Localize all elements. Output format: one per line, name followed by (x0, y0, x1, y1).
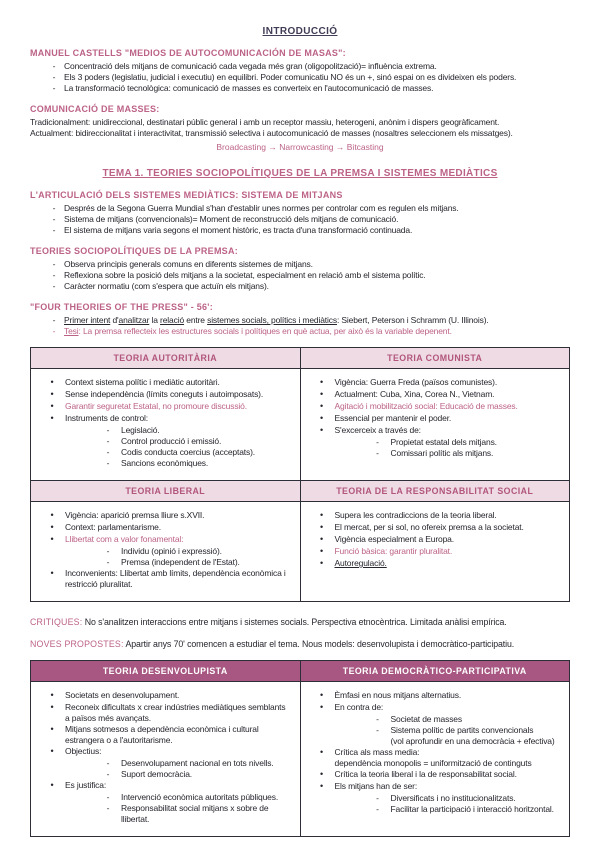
list-item (30, 203, 570, 214)
list-item: • Llibertat com a valor fonamental: (39, 534, 292, 546)
list-item: • Garantir seguretat Estatal, no promoure discussió. (39, 401, 292, 413)
bullet-marker (39, 690, 65, 702)
bullet-marker (39, 401, 65, 413)
bullet-marker (39, 389, 65, 401)
list-item: • En contra de: (309, 702, 562, 714)
list-item: • Supera les contradiccions de la teoria liberal. (309, 510, 562, 522)
bullet-marker (309, 401, 335, 413)
list-item: • Essencial per mantenir el poder. (309, 413, 562, 425)
list-item: • Èmfasi en nous mitjans alternatius. (309, 690, 562, 702)
sub-list-item: - Societat de masses (365, 714, 562, 725)
list-item (30, 83, 570, 94)
bullet-marker (309, 747, 335, 769)
broadcasting-flow-line: Broadcasting → Narrowcasting → Bitcasting (216, 142, 384, 152)
list-item-text: La transformació tecnològica: comunicació de masses es converteix en l'autocomunicació de masses. (64, 83, 434, 93)
list-item (30, 259, 570, 270)
critiques-label: CRITIQUES: (30, 617, 83, 627)
bullet-marker (39, 522, 65, 534)
cell-comunista (300, 369, 570, 481)
dash-marker (95, 792, 121, 803)
list-item: • Vigència: aparició premsa lliure s.XVII. (39, 510, 292, 522)
header-teoria-comunista: TEORIA COMUNISTA (300, 348, 570, 369)
dash-marker (95, 803, 121, 825)
heading-castells: MANUEL CASTELLS "MEDIOS DE AUTOCOMUNICACIÓN DE MASAS": (30, 48, 346, 58)
sub-list-item: - Individu (opinió i expressió). (95, 546, 292, 557)
table-header-row (31, 348, 570, 369)
sub-list-item: - Desenvolupament nacional en tots nivells. (95, 758, 292, 769)
bullet-marker (309, 425, 335, 437)
header-teoria-autoritaria: TEORIA AUTORITÀRIA (31, 348, 301, 369)
dash-marker (95, 425, 121, 436)
list-item-text: Sistema de mitjans (convencionals)= Moment de reconstrucció dels mitjans de comunicació. (64, 214, 399, 224)
bullet-marker (309, 534, 335, 546)
list-item: • Instruments de control: (39, 413, 292, 425)
bullet-marker (309, 377, 335, 389)
list-item (30, 225, 570, 236)
cell-desenvolupista (31, 682, 301, 837)
list-item-text: Primer intent d'analitzar la relació entre sistemes socials, polítics i mediàtics: Siebert, Peterson i Schramm (U. Illinois). (64, 315, 489, 325)
list-item (30, 315, 570, 326)
cell-autoritaria (31, 369, 301, 481)
propostes-label: NOVES PROPOSTES: (30, 639, 124, 649)
sub-list-item: - Intervenció econòmica autoritats públiques. (95, 792, 292, 803)
underlined-text: Primer intent (64, 315, 111, 325)
list-item-text: Els 3 poders (legislatiu, judicial i executiu) en equilibri. Poder comunicatiu NO és un +, sinó espai on es divideixen els poders. (64, 72, 517, 82)
table-header-row (31, 481, 570, 502)
underlined-text: Tesi (64, 326, 79, 336)
header-teoria-liberal: TEORIA LIBERAL (31, 481, 301, 502)
list-item: • El mercat, per si sol, no ofereix premsa a la societat. (309, 522, 562, 534)
dash-marker (44, 270, 64, 281)
paragraph: Tradicionalment: unidireccional, destinatari públic general i amb un receptor massiu, heterogeni, anònim i dispers geogràficament. (30, 117, 500, 127)
dash-marker (95, 447, 121, 458)
new-models-table (30, 660, 570, 837)
sub-list-item: - Diversificats i no institucionalitzats. (365, 793, 562, 804)
bullet-marker (309, 702, 335, 714)
list-item (30, 281, 570, 292)
dash-marker (44, 326, 64, 337)
bullet-marker (309, 690, 335, 702)
bullet-marker (39, 724, 65, 746)
list-item-text: Concentració dels mitjans de comunicació cada vegada més gran (oligopolització)= influència extrema. (64, 61, 437, 71)
list-item: • Societats en desenvolupament. (39, 690, 292, 702)
dash-marker (95, 758, 121, 769)
bullet-marker (39, 510, 65, 522)
list-item: • Context sistema polític i mediàtic autoritàri. (39, 377, 292, 389)
bullet-marker (309, 558, 335, 570)
noves-propostes-note: NOVES PROPOSTES: Apartir anys 70' comencen a estudiar el tema. Nous models: desenvolupista i democràtico-participatiu. (30, 639, 515, 649)
four-theories-table (30, 347, 570, 602)
bullet-marker (39, 746, 65, 758)
sub-list-item: - Comissari polític als mitjans. (365, 448, 562, 459)
heading-comunicacio-masses: COMUNICACIÓ DE MASSES: (30, 104, 160, 114)
bullet-marker (39, 780, 65, 792)
list-item (30, 61, 570, 72)
list-item (30, 214, 570, 225)
list-item: • Actualment: Cuba, Xina, Corea N., Vietnam. (309, 389, 562, 401)
bullet-marker (309, 546, 335, 558)
dash-marker (365, 793, 391, 804)
list-item: • Vigència: Guerra Freda (països comunistes). (309, 377, 562, 389)
dash-marker (44, 281, 64, 292)
header-teoria-participativa: TEORIA DEMOCRÀTICO-PARTICIPATIVA (300, 661, 570, 682)
sub-list-item (365, 725, 562, 747)
list-item-text: Reflexiona sobre la posició dels mitjans a la societat, especialment en relació amb el sistema polític. (64, 270, 426, 280)
dash-marker (44, 315, 64, 326)
list-item (30, 72, 570, 83)
list-item: • Reconeix dificultats x crear indústries mediàtiques semblants a països més avançats. (39, 702, 292, 724)
list-item (30, 270, 570, 281)
dash-marker (365, 804, 391, 815)
table-header-row (31, 661, 570, 682)
sub-list-item: - Facilitar la participació i interacció horitzontal. (365, 804, 562, 815)
bullet-marker (39, 413, 65, 425)
dash-marker (95, 436, 121, 447)
list-item: • Agitació i mobilització social: Educació de masses. (309, 401, 562, 413)
list-item: • Sense independència (límits coneguts i autoimposats). (39, 389, 292, 401)
dash-marker (44, 259, 64, 270)
dash-marker (44, 61, 64, 72)
heading-teories: TEORIES SOCIOPOLÍTIQUES DE LA PREMSA: (30, 246, 238, 256)
cell-responsabilitat (300, 502, 570, 602)
table-row (31, 682, 570, 837)
dash-marker (365, 725, 391, 747)
dash-marker (365, 437, 391, 448)
list-item (30, 326, 570, 337)
list-item-text: Crítica als mass media: dependència monopolis = uniformització de continguts (334, 747, 532, 768)
list-item: • Els mitjans han de ser: (309, 781, 562, 793)
tema1-title: TEMA 1. TEORIES SOCIOPOLÍTIQUES DE LA PREMSA I SISTEMES MEDIÀTICS (102, 168, 498, 179)
sub-list-item: - Legislació. (95, 425, 292, 436)
bullet-marker (309, 389, 335, 401)
sub-list-item: - Premsa (independent de l'Estat). (95, 557, 292, 568)
dash-marker (95, 557, 121, 568)
list-item: • Autoregulació. (309, 558, 562, 570)
critiques-note: CRITIQUES: No s'analitzen interaccions entre mitjans i sistemes socials. Perspectiva etnocèntrica. Limitada anàlisi empírica. (30, 617, 507, 627)
bullet-marker (39, 534, 65, 546)
list-item: • Inconvenients: Llibertat amb límits, dependència econòmica i restricció pluralitat. (39, 568, 292, 590)
list-item: • S'excerceix a través de: (309, 425, 562, 437)
sub-item-text: Sistema polític de partits convencionals (vol aprofundir en una democràcia + efectiva) (390, 725, 555, 746)
bullet-marker (39, 702, 65, 724)
dash-marker (44, 225, 64, 236)
list-item: • Context: parlamentarisme. (39, 522, 292, 534)
header-teoria-responsabilitat: TEORIA DE LA RESPONSABILITAT SOCIAL (300, 481, 570, 502)
sub-list-item: - Control producció i emissió. (95, 436, 292, 447)
intro-title: INTRODUCCIÓ (262, 26, 338, 37)
list-item-text: Observa principis generals comuns en diferents sistemes de mitjans. (64, 259, 313, 269)
heading-four-theories: "FOUR THEORIES OF THE PRESS" - 56': (30, 302, 213, 312)
dash-marker (365, 448, 391, 459)
bullet-marker (39, 377, 65, 389)
bullet-marker (39, 568, 65, 590)
cell-liberal (31, 502, 301, 602)
heading-articulacio: L'ARTICULACIÓ DELS SISTEMES MEDIÀTICS: SISTEMA DE MITJANS (30, 190, 343, 200)
list-item: • Mitjans sotmesos a dependència econòmica i cultural estrangera o a l'autoritarisme. (39, 724, 292, 746)
sub-list-item: - Responsabilitat social mitjans x sobre de llibertat. (95, 803, 292, 825)
tesi-text: Tesi: La premsa reflecteix les estructures socials i polítiques en què actua, per això és la variable depenent. (64, 326, 452, 336)
sub-list-item: - Codis conducta coercius (acceptats). (95, 447, 292, 458)
sub-list-item: - Suport democràcia. (95, 769, 292, 780)
dash-marker (44, 203, 64, 214)
header-teoria-desenvolupista: TEORIA DESENVOLUPISTA (31, 661, 301, 682)
bullet-marker (309, 781, 335, 793)
list-item-text: Caràcter normatiu (com s'espera que actuïn els mitjans). (64, 281, 269, 291)
list-item: • Crítica la teoria liberal i la de responsabilitat social. (309, 769, 562, 781)
dash-marker (95, 458, 121, 469)
list-item: • Objectius: (39, 746, 292, 758)
underlined-text: sistemes socials, polítics i mediàtics (207, 315, 337, 325)
dash-marker (95, 769, 121, 780)
dash-marker (44, 72, 64, 83)
sub-list-item: - Sancions econòmiques. (95, 458, 292, 469)
list-item: • Vigència especialment a Europa. (309, 534, 562, 546)
list-item-text: El sistema de mitjans varia segons el moment històric, es tracta d'una transformació continuada. (64, 225, 413, 235)
bullet-marker (309, 510, 335, 522)
paragraph: Actualment: bidireccionalitat i interactivitat, transmissió selectiva i autocomunicació de masses (nosaltres seleccionem els missatges). (30, 128, 513, 138)
dash-marker (44, 214, 64, 225)
list-item (309, 747, 562, 769)
list-item-text: Després de la Segona Guerra Mundial s'han d'establir unes normes per controlar com es regulen els mitjans. (64, 203, 459, 213)
underlined-text: relació (160, 315, 185, 325)
dash-marker (365, 714, 391, 725)
dash-marker (95, 546, 121, 557)
underlined-text: analitzar (118, 315, 150, 325)
sub-list-item: - Propietat estatal dels mitjans. (365, 437, 562, 448)
cell-participativa (300, 682, 570, 837)
bullet-marker (309, 769, 335, 781)
list-item: • Funció bàsica: garantir pluralitat. (309, 546, 562, 558)
list-item: • Es justifica: (39, 780, 292, 792)
dash-marker (44, 83, 64, 94)
bullet-marker (309, 522, 335, 534)
table-row (31, 369, 570, 481)
table-row (31, 502, 570, 602)
bullet-marker (309, 413, 335, 425)
